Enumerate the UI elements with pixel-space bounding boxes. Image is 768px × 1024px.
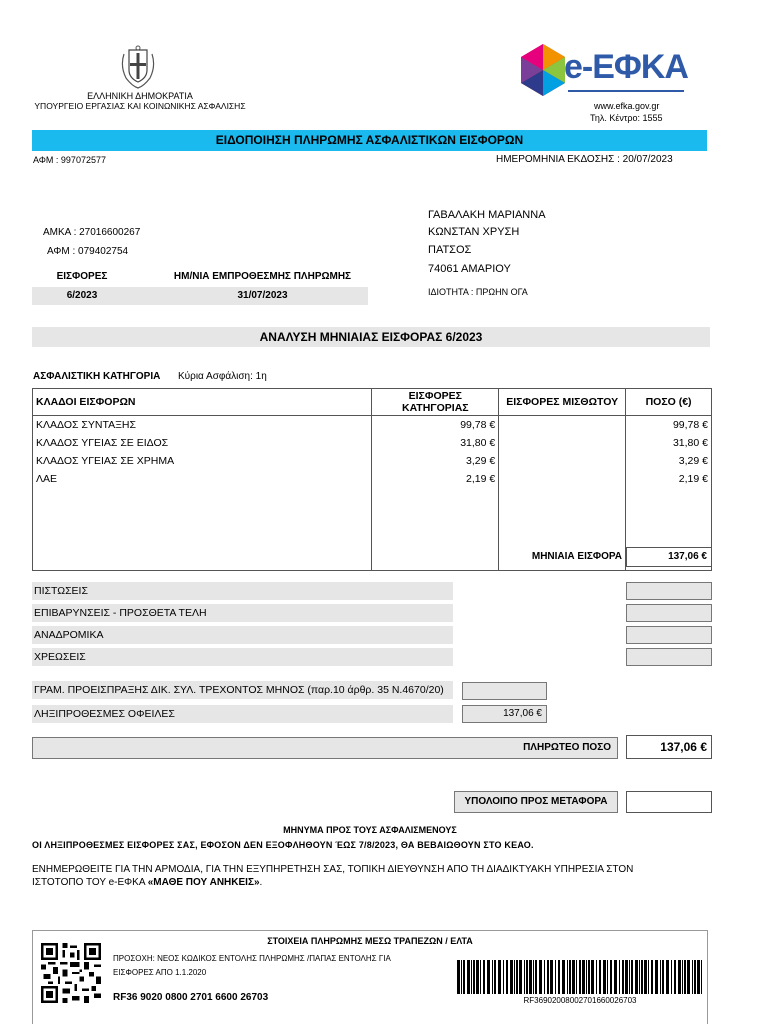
document-title: ΕΙΔΟΠΟΙΗΣΗ ΠΛΗΡΩΜΗΣ ΑΣΦΑΛΙΣΤΙΚΩΝ ΕΙΣΦΟΡΩΝ	[32, 130, 707, 151]
analysis-title: ΑΝΑΛΥΣΗ ΜΗΝΙΑΙΑΣ ΕΙΣΦΟΡΑΣ 6/2023	[32, 327, 710, 347]
table-cell: 31,80 €	[626, 434, 712, 452]
table-header-employee: ΕΙΣΦΟΡΕΣ ΜΙΣΘΩΤΟΥ	[499, 389, 626, 416]
adjustment-retroactive-value	[626, 626, 712, 644]
contributions-table	[32, 388, 712, 571]
adjustment-retroactive: ΑΝΑΔΡΟΜΙΚΑ	[32, 626, 453, 644]
table-header-branch: ΚΛΑΔΟΙ ΕΙΣΦΟΡΩΝ	[33, 389, 372, 416]
message-title: ΜΗΝΥΜΑ ΠΡΟΣ ΤΟΥΣ ΑΣΦΑΛΙΣΜΕΝΟΥΣ	[283, 825, 457, 835]
table-cell: 31,80 €	[372, 434, 499, 452]
payment-notice-1: ΠΡΟΣΟΧΗ: ΝΕΟΣ ΚΩΔΙΚΟΣ ΕΝΤΟΛΗΣ ΠΛΗΡΩΜΗΣ /ΠΑΠΑΣ ΕΝΤΟΛΗΣ ΓΙΑ	[113, 954, 391, 963]
efka-logo-text: e-ΕΦΚΑ	[564, 48, 688, 86]
insured-city: 74061 ΑΜΑΡΙΟΥ	[428, 263, 511, 275]
overdue-line: ΛΗΞΙΠΡΟΘΕΣΜΕΣ ΟΦΕΙΛΕΣ	[32, 705, 453, 723]
barcode-text: RF369020080027016600​26703	[523, 996, 637, 1005]
message-paragraph-2-end: .	[259, 877, 263, 888]
period-value: 6/2023	[66, 290, 98, 301]
table-row	[33, 434, 712, 452]
table-row	[33, 416, 712, 435]
insured-capacity: ΙΔΙΟΤΗΤΑ : ΠΡΩΗΝ ΟΓΑ	[428, 287, 528, 297]
issue-date: ΗΜΕΡΟΜΗΝΙΑ ΕΚΔΟΣΗΣ : 20/07/2023	[496, 154, 673, 165]
table-header-amount: ΠΟΣΟ (€)	[626, 389, 712, 416]
overdue-value: 137,06 €	[462, 705, 547, 723]
monthly-value: 137,06 €	[626, 547, 712, 567]
message-paragraph-1: ΕΝΗΜΕΡΩΘΕΙΤΕ ΓΙΑ ΤΗΝ ΑΡΜΟΔΙΑ, ΓΙΑ ΤΗΝ ΕΞΥΠΗΡΕΤΗΣΗ ΣΑΣ, ΤΟΠΙΚΗ ΔΙΕΥΘΥΝΣΗ ΑΠΟ ΤΗ ΔΙΑΔΙΚΤΥΑΚΗ ΥΠΗΡΕΣΙΑ ΣΤΟΝ	[32, 864, 634, 875]
table-cell: ΛΑΕ	[33, 470, 372, 488]
table-header-category: ΕΙΣΦΟΡΕΣ ΚΑΤΗΓΟΡΙΑΣ	[372, 389, 499, 416]
prepayment-value	[462, 682, 547, 700]
due-date-value: 31/07/2023	[237, 290, 288, 301]
carry-value	[626, 791, 712, 813]
payment-title: ΣΤΟΙΧΕΙΑ ΠΛΗΡΩΜΗΣ ΜΕΣΩ ΤΡΑΠΕΖΩΝ / ΕΛΤΑ	[267, 936, 473, 946]
afm-insured: ΑΦΜ : 079402754	[47, 246, 129, 257]
insured-street: ΠΑΤΣΟΣ	[428, 244, 472, 256]
efka-hexagon-icon	[518, 42, 568, 98]
message-paragraph-2	[32, 877, 732, 888]
table-cell	[499, 416, 626, 435]
table-cell: 99,78 €	[626, 416, 712, 435]
prepayment-line: ΓΡΑΜ. ΠΡΟΕΙΣΠΡΑΞΗΣ ΔΙΚ. ΣΥΛ. ΤΡΕΧΟΝΤΟΣ ΜΗΝΟΣ (παρ.10 άρθρ. 35 Ν.4670/20)	[32, 681, 453, 699]
table-header-row	[33, 389, 712, 416]
table-cell: ΚΛΑΔΟΣ ΥΓΕΙΑΣ ΣΕ ΧΡΗΜΑ	[33, 452, 372, 470]
adjustment-surcharges-value	[626, 604, 712, 622]
gov-line-1: ΕΛΛΗΝΙΚΗ ΔΗΜΟΚΡΑΤΙΑ	[87, 91, 193, 101]
table-cell: 3,29 €	[626, 452, 712, 470]
table-cell: 2,19 €	[372, 470, 499, 488]
payable-value: 137,06 €	[626, 735, 712, 759]
insured-father: ΚΩΝΣΤΑΝ ΧΡΥΣΗ	[428, 226, 520, 238]
afm-top: ΑΦΜ : 997072577	[33, 155, 106, 165]
rf-code[interactable]: RF36 9020 0800 2701 6600 26703	[113, 992, 269, 1003]
adjustment-credits: ΠΙΣΤΩΣΕΙΣ	[32, 582, 453, 600]
insured-name: ΓΑΒΑΛΑΚΗ ΜΑΡΙΑΝΝΑ	[428, 209, 546, 221]
gov-line-2: ΥΠΟΥΡΓΕΙΟ ΕΡΓΑΣΙΑΣ ΚΑΙ ΚΟΙΝΩΝΙΚΗΣ ΑΣΦΑΛΙΣΗΣ	[34, 101, 246, 111]
table-row	[33, 452, 712, 470]
message-bold: ΟΙ ΛΗΞΙΠΡΟΘΕΣΜΕΣ ΕΙΣΦΟΡΕΣ ΣΑΣ, ΕΦΟΣΟΝ ΔΕΝ ΕΞΟΦΛΗΘΟΥΝ ΈΩΣ 7/8/2023, ΘΑ ΒΕΒΑΙΩΘΟΥΝ ΣΤΟ ΚΕΑΟ.	[32, 840, 534, 850]
adjustment-charges: ΧΡΕΩΣΕΙΣ	[32, 648, 453, 666]
category-value: Κύρια Ασφάλιση: 1η	[178, 371, 267, 382]
table-cell	[499, 470, 626, 488]
period-label: ΕΙΣΦΟΡΕΣ	[56, 271, 108, 282]
adjustment-credits-value	[626, 582, 712, 600]
efka-logo	[518, 42, 688, 100]
table-cell	[499, 434, 626, 452]
table-cell: 99,78 €	[372, 416, 499, 435]
payable-label: ΠΛΗΡΩΤΕΟ ΠΟΣΟ	[32, 737, 618, 759]
message-paragraph-2-start: ΙΣΤΟΤΟΠΟ ΤΟΥ e-ΕΦΚΑ	[32, 877, 148, 888]
qr-code-icon	[41, 943, 101, 1003]
table-cell: ΚΛΑΔΟΣ ΣΥΝΤΑΞΗΣ	[33, 416, 372, 435]
due-date-label: ΗΜ/ΝΙΑ ΕΜΠΡΟΘΕΣΜΗΣ ΠΛΗΡΩΜΗΣ	[173, 271, 352, 282]
efka-logo-underline	[568, 90, 684, 92]
table-cell	[499, 452, 626, 470]
adjustment-charges-value	[626, 648, 712, 666]
website[interactable]: www.efka.gov.gr	[594, 101, 660, 111]
table-cell: ΚΛΑΔΟΣ ΥΓΕΙΑΣ ΣΕ ΕΙΔΟΣ	[33, 434, 372, 452]
amka: ΑΜΚΑ : 27016600267	[43, 227, 141, 238]
carry-label: ΥΠΟΛΟΙΠΟ ΠΡΟΣ ΜΕΤΑΦΟΡΑ	[454, 791, 618, 813]
table-cell: 3,29 €	[372, 452, 499, 470]
monthly-label: ΜΗΝΙΑΙΑ ΕΙΣΦΟΡΑ	[531, 551, 622, 562]
payment-notice-2: ΕΙΣΦΟΡΕΣ ΑΠΟ 1.1.2020	[113, 968, 207, 977]
phone-center: Τηλ. Κέντρο: 1555	[590, 113, 663, 123]
table-row	[33, 470, 712, 488]
category-label: ΑΣΦΑΛΙΣΤΙΚΗ ΚΑΤΗΓΟΡΙΑ	[33, 371, 161, 382]
message-paragraph-2-bold: «ΜΑΘΕ ΠΟΥ ΑΝΗΚΕΙΣ»	[147, 877, 260, 888]
greek-coat-of-arms-icon	[118, 44, 158, 90]
table-cell: 2,19 €	[626, 470, 712, 488]
adjustment-surcharges: ΕΠΙΒΑΡΥΝΣΕΙΣ - ΠΡΟΣΘΕΤΑ ΤΕΛΗ	[32, 604, 453, 622]
barcode-icon	[455, 960, 705, 994]
